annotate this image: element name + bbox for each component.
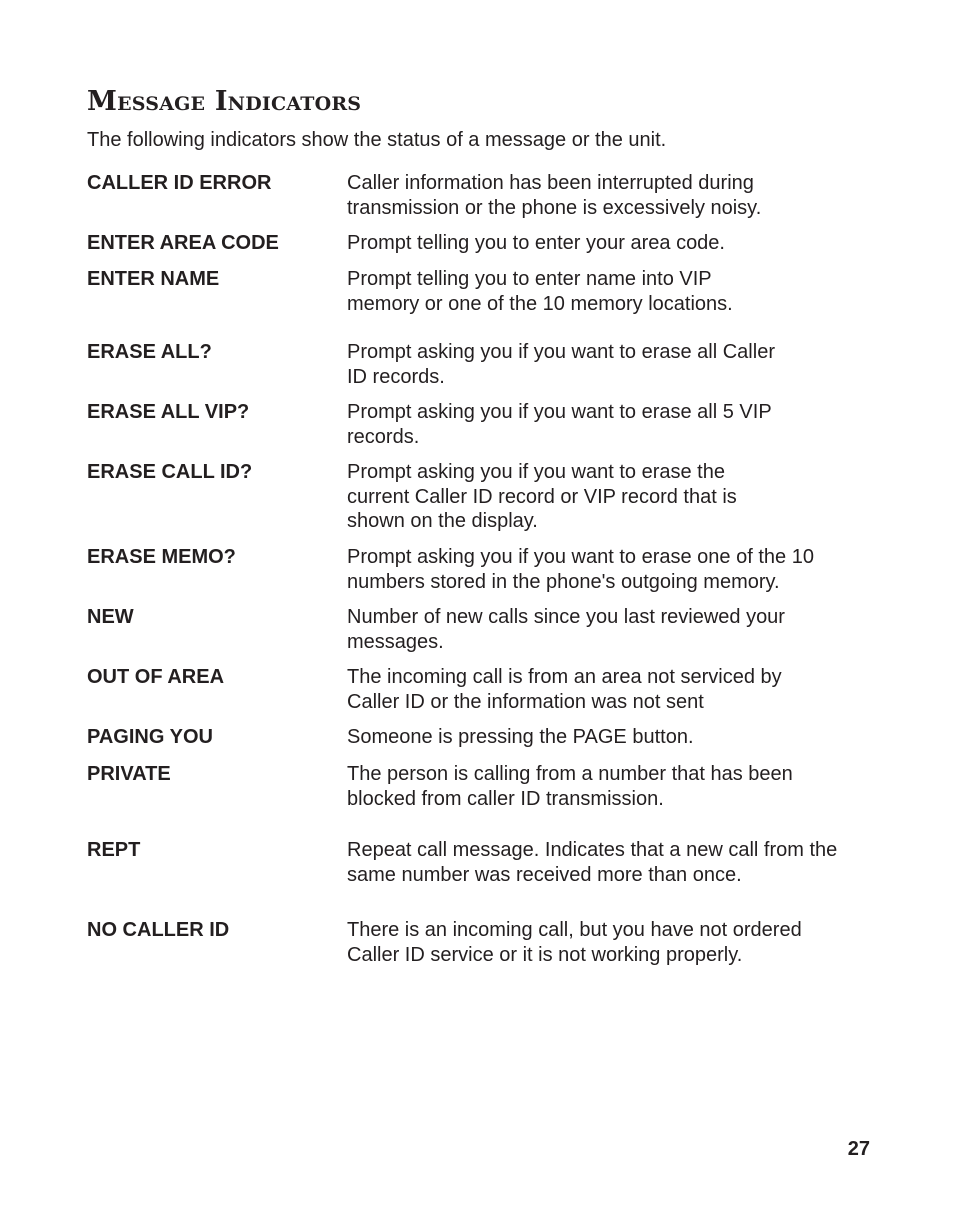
description-line: Prompt asking you if you want to erase one of the 10 xyxy=(347,546,814,568)
description-line: transmission or the phone is excessively noisy. xyxy=(347,196,762,219)
description-line: Prompt telling you to enter name into VIP xyxy=(347,268,712,290)
description-line: shown on the display. xyxy=(347,510,538,532)
indicator-term: ERASE MEMO? xyxy=(87,546,236,568)
indicator-term: CALLER ID ERROR xyxy=(87,172,272,194)
page-title: Message Indicators xyxy=(87,86,362,117)
description-line: records. xyxy=(347,425,420,448)
indicator-term: OUT OF AREA xyxy=(87,666,225,688)
intro-text: The following indicators show the status of a message or the unit. xyxy=(87,129,667,151)
indicator-description xyxy=(347,545,877,594)
indicator-description xyxy=(347,400,877,449)
indicator-term: REPT xyxy=(87,839,141,861)
description-line: Number of new calls since you last reviewed your xyxy=(347,606,785,628)
description-line: Caller information has been interrupted during xyxy=(347,172,754,194)
description-line: Prompt telling you to enter your area code. xyxy=(347,232,725,254)
indicator-term: NO CALLER ID xyxy=(87,919,230,941)
description-line: Caller ID service or it is not working properly. xyxy=(347,943,743,966)
indicator-description xyxy=(347,231,877,256)
indicator-term: ENTER NAME xyxy=(87,268,220,290)
description-line: memory or one of the 10 memory locations. xyxy=(347,292,733,315)
description-line: current Caller ID record or VIP record that is xyxy=(347,485,737,508)
description-line: blocked from caller ID transmission. xyxy=(347,787,664,810)
indicator-term: ENTER AREA CODE xyxy=(87,232,279,254)
description-line: messages. xyxy=(347,630,444,653)
indicator-description xyxy=(347,340,877,389)
indicator-description xyxy=(347,762,877,811)
indicator-term: ERASE ALL VIP? xyxy=(87,401,250,423)
description-line: The incoming call is from an area not serviced by xyxy=(347,666,782,688)
description-line: Someone is pressing the PAGE button. xyxy=(347,726,694,748)
description-line: Repeat call message. Indicates that a new call from the xyxy=(347,839,838,861)
indicator-term: PAGING YOU xyxy=(87,726,213,748)
indicator-description xyxy=(347,918,877,967)
indicator-description xyxy=(347,605,877,654)
description-line: Prompt asking you if you want to erase all Caller xyxy=(347,341,775,363)
description-line: Prompt asking you if you want to erase all 5 VIP xyxy=(347,401,772,423)
indicator-term: NEW xyxy=(87,606,134,628)
description-line: There is an incoming call, but you have not ordered xyxy=(347,919,802,941)
description-line: The person is calling from a number that has been xyxy=(347,763,793,785)
indicator-description xyxy=(347,460,877,534)
indicator-description xyxy=(347,725,877,750)
indicator-term: PRIVATE xyxy=(87,763,171,785)
indicator-term: ERASE CALL ID? xyxy=(87,461,253,483)
description-line: same number was received more than once. xyxy=(347,863,742,886)
description-line: Prompt asking you if you want to erase the xyxy=(347,461,725,483)
description-line: numbers stored in the phone's outgoing memory. xyxy=(347,570,780,593)
description-line: Caller ID or the information was not sent xyxy=(347,690,704,713)
indicator-description xyxy=(347,665,877,714)
indicator-description xyxy=(347,267,877,316)
indicator-description xyxy=(347,838,877,887)
indicator-description xyxy=(347,171,877,220)
page-number: 27 xyxy=(847,1138,870,1160)
indicator-term: ERASE ALL? xyxy=(87,341,212,363)
description-line: ID records. xyxy=(347,365,445,388)
